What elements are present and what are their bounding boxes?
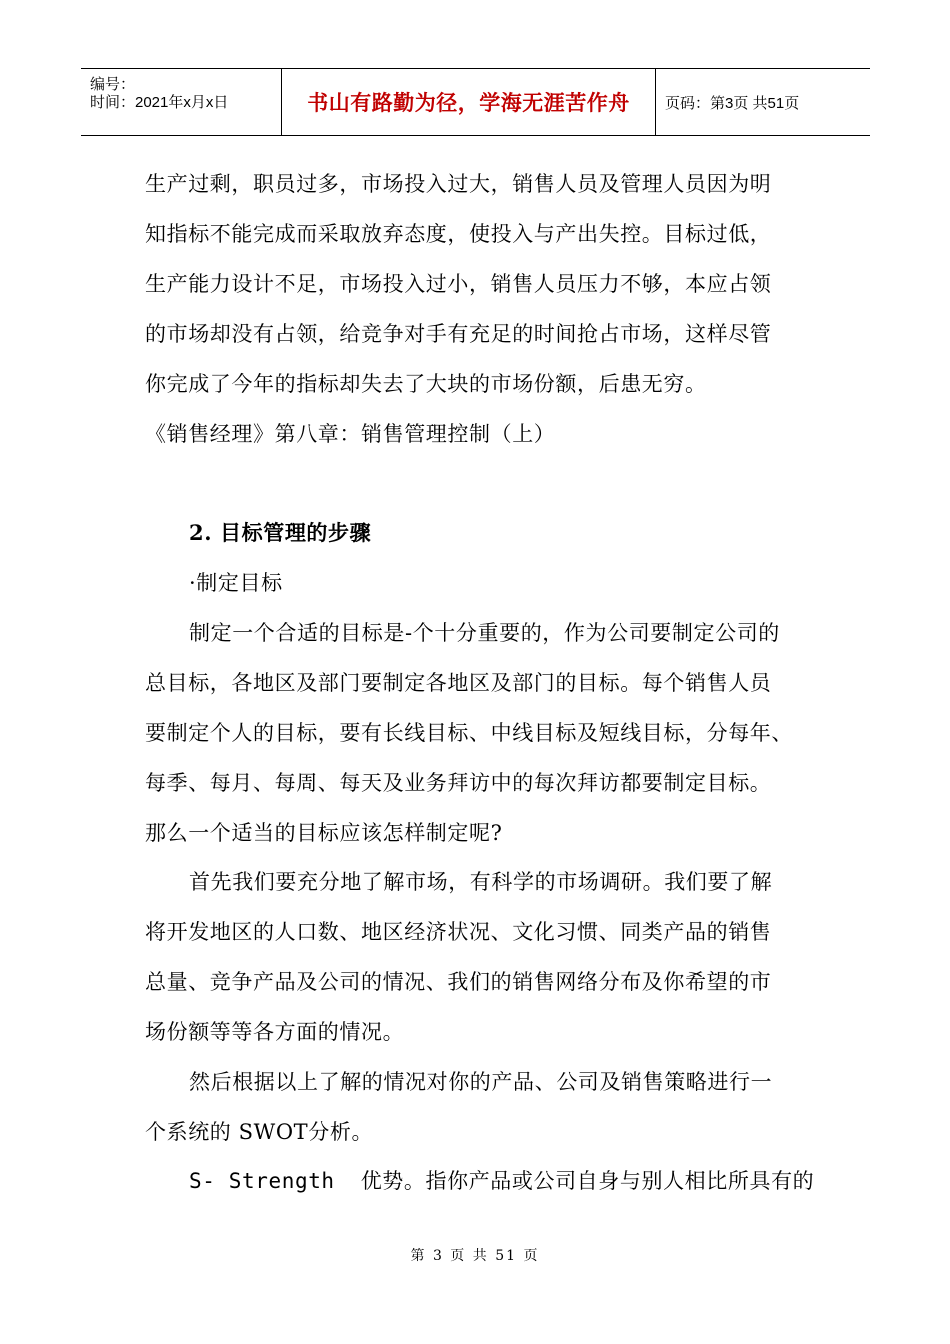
paragraph-line: 那么一个适当的目标应该怎样制定呢?	[145, 821, 503, 845]
body-line: 生产能力设计不足，市场投入过小，销售人员压力不够，本应占领	[145, 272, 772, 296]
body-line: 的市场却没有占领，给竞争对手有充足的时间抢占市场，这样尽管	[145, 322, 772, 346]
section-heading: 2. 目标管理的步骤	[189, 520, 372, 545]
strength-term: S- Strength	[189, 1169, 335, 1193]
paragraph-line: 总目标，各地区及部门要制定各地区及部门的目标。每个销售人员	[145, 671, 772, 695]
strength-line	[189, 1166, 814, 1196]
header-motto-cell	[282, 69, 656, 135]
date-label: 时间：2021年x月x日	[90, 94, 229, 111]
paragraph-line: 制定一个合适的目标是-个十分重要的，作为公司要制定公司的	[189, 621, 780, 645]
paragraph-line: 然后根据以上了解的情况对你的产品、公司及销售策略进行一	[189, 1070, 773, 1094]
paragraph-line: 每季、每月、每周、每天及业务拜访中的每次拜访都要制定目标。	[145, 771, 772, 795]
paragraph-line: 首先我们要充分地了解市场，有科学的市场调研。我们要了解	[189, 870, 773, 894]
page-header	[81, 68, 870, 136]
page-footer: 第 3 页 共 51 页	[410, 1248, 540, 1264]
paragraph-line: 场份额等等各方面的情况。	[145, 1020, 405, 1044]
header-page-cell	[656, 69, 870, 135]
body-line: 你完成了今年的指标却失去了大块的市场份额，后患无穷。	[145, 372, 707, 396]
strength-text: 优势。指你产品或公司自身与别人相比所具有的	[360, 1169, 815, 1193]
paragraph-line: 将开发地区的人口数、地区经济状况、文化习惯、同类产品的销售	[145, 920, 772, 944]
chapter-reference: 《销售经理》第八章：销售管理控制（上）	[145, 422, 556, 446]
body-line: 生产过剩，职员过多，市场投入过大，销售人员及管理人员因为明	[145, 172, 772, 196]
body-line: 知指标不能完成而采取放弃态度，使投入与产出失控。目标过低，	[145, 222, 772, 246]
code-label: 编号：	[90, 76, 136, 93]
page-info: 页码：第3页 共51页	[665, 94, 800, 112]
bullet-item: ·制定目标	[189, 571, 283, 595]
motto-text: 书山有路勤为径，学海无涯苦作舟	[307, 91, 630, 115]
paragraph-line: 总量、竞争产品及公司的情况、我们的销售网络分布及你希望的市	[145, 970, 772, 994]
paragraph-line: 要制定个人的目标，要有长线目标、中线目标及短线目标，分每年、	[145, 721, 793, 745]
paragraph-line: 个系统的 SWOT分析。	[145, 1120, 374, 1144]
header-meta-cell	[81, 69, 282, 135]
